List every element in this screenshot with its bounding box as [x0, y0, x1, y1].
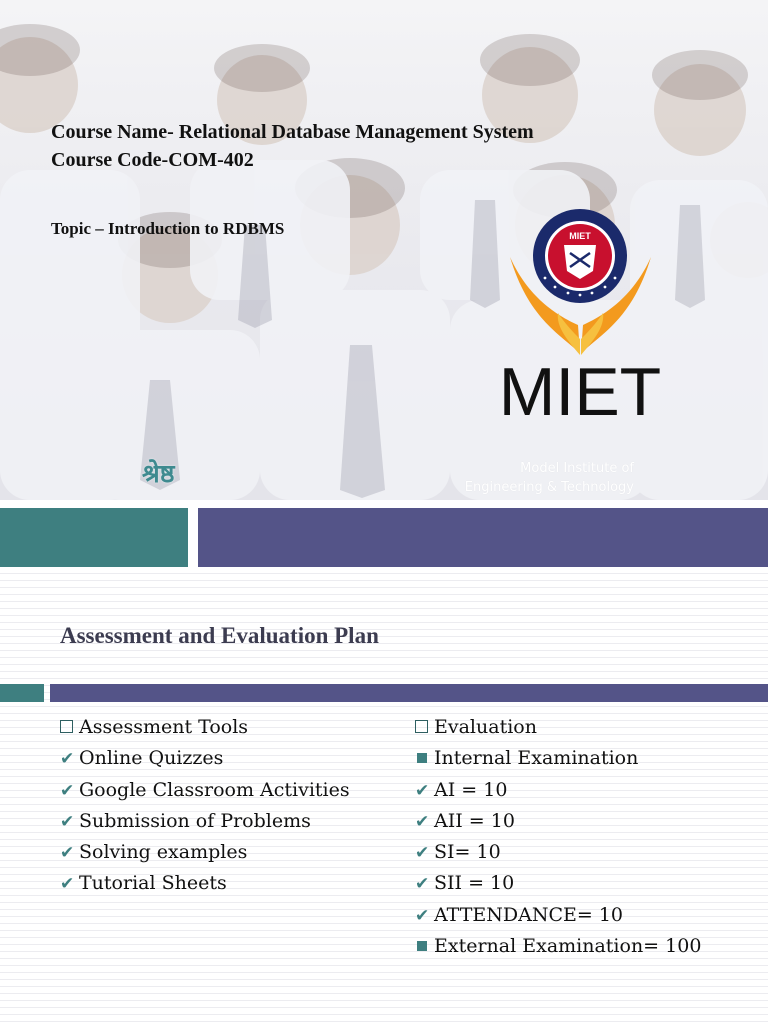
teal-bar	[0, 684, 44, 702]
assessment-tools-list	[60, 716, 350, 904]
list-item	[60, 716, 350, 747]
list-item	[60, 872, 350, 903]
institute-subtitle	[465, 459, 634, 497]
assessment-slide	[0, 567, 768, 1024]
seal-label: MIET	[569, 231, 591, 241]
check-icon: ✔	[415, 780, 430, 801]
list-item	[60, 747, 350, 778]
list-item	[415, 716, 701, 747]
check-icon: ✔	[415, 843, 430, 864]
course-code: Course Code-COM-402	[51, 149, 254, 171]
check-icon: ✔	[60, 749, 75, 770]
filled-square-icon	[417, 941, 427, 951]
list-item-text: SI= 10	[434, 841, 501, 864]
list-item-text: Submission of Problems	[79, 809, 311, 832]
list-item-text: AII = 10	[434, 809, 515, 832]
plan-title: Assessment and Evaluation Plan	[60, 623, 379, 648]
teal-band	[0, 508, 188, 567]
outline-square-icon	[60, 720, 73, 733]
topic-title: Topic – Introduction to RDBMS	[51, 219, 285, 238]
list-item-text: Solving examples	[79, 841, 248, 864]
list-item-text: SII = 10	[434, 872, 515, 895]
list-item-text: Google Classroom Activities	[79, 778, 350, 801]
subtitle-line-2: Engineering & Technology	[464, 480, 634, 495]
list-item-text: AI = 10	[434, 778, 508, 801]
check-icon: ✔	[60, 874, 75, 895]
list-item	[60, 810, 350, 841]
list-item-text: Evaluation	[434, 716, 537, 738]
list-item	[415, 872, 701, 903]
list-item-text: Assessment Tools	[79, 716, 249, 738]
list-item	[415, 904, 701, 935]
check-icon: ✔	[60, 811, 75, 832]
list-item	[415, 935, 701, 966]
check-icon: ✔	[415, 874, 430, 895]
list-item-text: Tutorial Sheets	[79, 872, 227, 895]
purple-band	[198, 508, 768, 567]
list-item-text: External Examination= 100	[434, 935, 702, 958]
check-icon: ✔	[60, 843, 75, 864]
list-item	[415, 841, 701, 872]
course-name: Course Name- Relational Database Management System	[51, 121, 534, 143]
outline-square-icon	[415, 720, 428, 733]
check-icon: ✔	[60, 780, 75, 801]
logo-wordmark: MIET	[498, 354, 662, 430]
seal-icon	[533, 209, 627, 303]
list-item	[60, 841, 350, 872]
list-item-text: Online Quizzes	[79, 747, 224, 770]
list-item	[60, 779, 350, 810]
list-item	[415, 747, 701, 778]
title-slide	[0, 0, 768, 500]
list-item	[415, 779, 701, 810]
list-item-text: Internal Examination	[434, 747, 639, 770]
miet-logo	[498, 205, 663, 430]
check-icon: ✔	[415, 811, 430, 832]
subtitle-line-1: Model Institute of	[520, 461, 634, 476]
tagline: श्रेष्ठ	[142, 459, 175, 488]
list-item-text: ATTENDANCE= 10	[434, 903, 623, 926]
list-item	[415, 810, 701, 841]
check-icon: ✔	[415, 905, 430, 926]
filled-square-icon	[417, 753, 427, 763]
purple-bar	[50, 684, 768, 702]
evaluation-list	[415, 716, 701, 966]
